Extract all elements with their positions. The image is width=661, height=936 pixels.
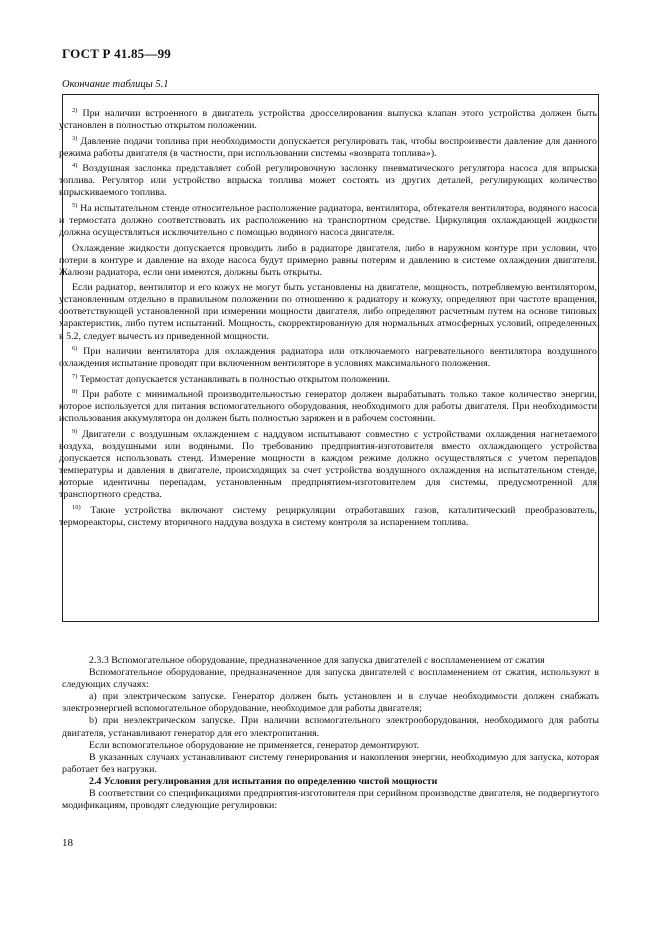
table-note: [59, 136, 597, 160]
note-text: Воздушная заслонка представляет собой регулировочную заслонку пневматического регулятора насоса для впрыска топлива. Регулятор или устройство впрыска топлива может состоять из других деталей, регулирующих количество впрыскиваемого топлива.: [59, 163, 598, 199]
page-number: 18: [62, 837, 73, 849]
table-notes: [59, 108, 597, 529]
note-text: При наличии встроенного в двигатель устройства дросселирования выпуска клапан этого устройства должен быть установлен в полностью открытом положении.: [59, 108, 597, 132]
note-number: 7): [72, 372, 78, 380]
note-text: Такие устройства включают систему рециркуляции отработавших газов, каталитический преобразователь, термореакторы, систему вторичного наддува воздуха в систему контроля за испарением топлива.: [59, 504, 598, 528]
note-number: 8): [72, 388, 78, 396]
body-paragraph: Вспомогательное оборудование, предназначенное для запуска двигателей с воспламенением от сжатия, используют в следующих случаях:: [62, 667, 599, 691]
note-text: При работе с минимальной производительностью генератор должен вырабатывать только такое количество энергии, которое используется для питания вспомогательного оборудования, необходимого для работы двигателя. При необходимости использования аккумулятора он должен быть полностью заряжен и в рабочем состоянии.: [59, 389, 598, 425]
body-paragraph: Если вспомогательное оборудование не применяется, генератор демонтируют.: [89, 739, 419, 751]
note-number: 4): [72, 162, 78, 170]
note-text: На испытательном стенде относительное расположение радиатора, вентилятора, обтекателя вентилятора, водяного насоса и термостата должно соответствовать их расположению на транспортном средстве. Циркуляция охлаждающей жидкости должна осуществляться исключительно с помощью водяного насоса двигателя.: [59, 202, 598, 239]
table-note: [59, 203, 597, 239]
body-paragraph: В соответствии со спецификациями предприятия-изготовителя при серийном производстве двигателя, не подвергнутого модификациям, проводят следующие регулировки:: [62, 788, 599, 812]
note-number: 10): [72, 503, 81, 511]
note-text: Если радиатор, вентилятор и его кожух не могут быть установлены на двигателе, мощность, потребляемую вентилятором, установленным отдельно в правильном положении по отношению к радиатору и кожуху, определяют при частоте вращения, соответствующей установленной при измерении мощности двигателя, либо определяют расчетным путем на основе типовых характеристик, либо путем испытаний. Мощность, скорректированную для нормальных атмосферных условий, определенных в 5.2, следует вычесть из приведенной мощности.: [59, 282, 597, 342]
note-text: Двигатели с воздушным охлаждением с наддувом испытывают совместно с устройствами охлаждения нагнетаемого воздуха, воздушными или водяными. По требованию предприятия-изготовителя вместо охлаждающего устройства допускается использовать стенд. Измерение мощности в каждом режиме должно осуществляться с учетом перепадов температуры и давления в двигателе, происходящих за счет устройства воздушного охлаждения на испытательном стенде, которые идентичны перепадам, установленным предприятием-изготовителем для системы, предусмотренной для транспортного средства.: [59, 428, 597, 501]
table-note: [59, 389, 597, 425]
table-note: [59, 163, 597, 199]
section-heading: 2.4 Условия регулирования для испытания по определению чистой мощности: [89, 775, 438, 787]
table-note: [59, 346, 597, 370]
note-number: 6): [72, 345, 78, 353]
table-caption: Окончание таблицы 5.1: [62, 79, 169, 90]
note-text: Охлаждение жидкости допускается проводить либо в радиаторе двигателя, либо в наружном контуре при условии, что потери в контуре и давление на входе насоса будут примерно равны потерям и давлению в системе охлаждения двигателя. Жалюзи радиатора, если они имеются, должны быть открыты.: [59, 242, 597, 278]
standard-code: ГОСТ Р 41.85—99: [62, 46, 171, 61]
table-note: [59, 374, 597, 386]
body-paragraph: а) при электрическом запуске. Генератор должен быть установлен и в случае необходимости должен снабжать электроэнергией вспомогательное оборудование, необходимое для работы двигателя;: [62, 691, 599, 715]
body-paragraph: 2.3.3 Вспомогательное оборудование, предназначенное для запуска двигателей с воспламенением от сжатия: [89, 655, 545, 666]
table-note: [59, 108, 597, 132]
note-number: 2): [72, 107, 78, 114]
note-number: 9): [72, 427, 78, 435]
note-number: 5): [72, 201, 78, 209]
note-text: Давление подачи топлива при необходимости допускается регулировать так, чтобы воспроизвести давление для данного режима работы двигателя (в частности, при использовании системы «возврата топлива»).: [59, 135, 597, 159]
body-text: [62, 655, 599, 812]
table-note: [59, 243, 597, 279]
table-note: [59, 505, 597, 529]
note-text: При наличии вентилятора для охлаждения радиатора или отключаемого нагревательного вентилятора воздушного охлаждения испытание проводят при включенном вентиляторе в условиях максимального положения.: [59, 346, 597, 370]
note-number: 3): [72, 134, 78, 142]
note-text: Термостат допускается устанавливать в полностью открытом положении.: [79, 373, 391, 385]
body-paragraph: b) при неэлектрическом запуске. При наличии вспомогательного электрооборудования, необходимого для работы двигателя, устанавливают генератор для его электропитания.: [62, 715, 599, 739]
table-note: [59, 282, 597, 342]
body-paragraph: В указанных случаях устанавливают систему генерирования и накопления энергии, необходимую для запуска, которая работает без нагрузки.: [62, 751, 599, 775]
table-note: [59, 429, 597, 502]
